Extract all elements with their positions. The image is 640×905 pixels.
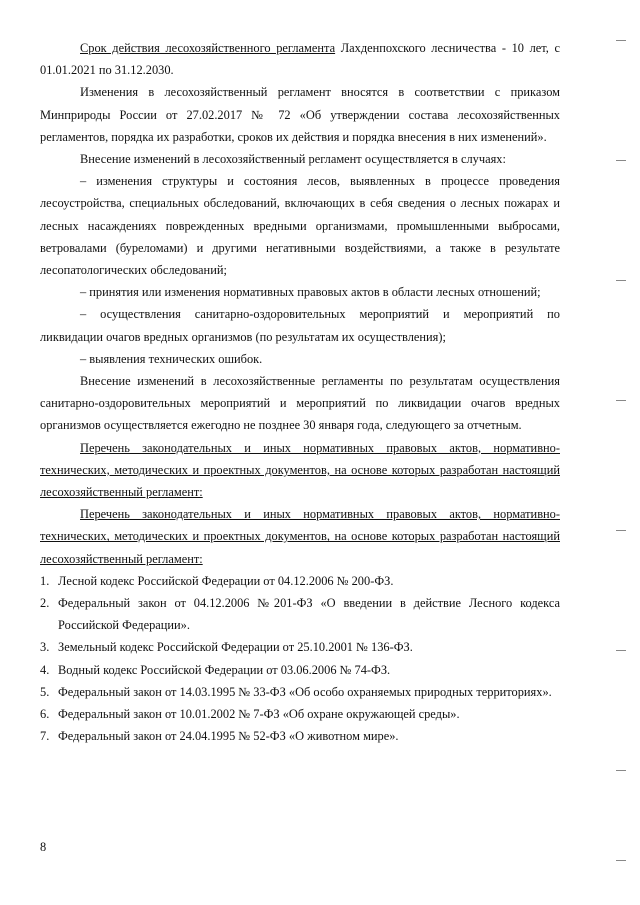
list-item <box>40 681 560 703</box>
list-item <box>40 636 560 658</box>
margin-mark <box>616 770 626 771</box>
validity-rest: Лахденпохского лесничества - 10 лет, с 01.01.2021 по 31.12.2030. <box>40 41 560 78</box>
legal-acts-list <box>40 570 560 748</box>
list-item-text: Федеральный закон от 10.01.2002 № 7-ФЗ «Об охране окружающей среды». <box>58 707 460 722</box>
list-item-number: 1. <box>40 573 50 588</box>
margin-mark <box>616 530 626 531</box>
list-item-number: 6. <box>40 707 50 722</box>
paragraph-list-heading-1: Перечень законодательных и иных нормативных правовых актов, нормативно-технических, методических и проектных документов, на основе которых разработан настоящий лесохозяйственный регламент: <box>40 440 560 500</box>
paragraph-changes-order: Изменения в лесохозяйственный регламент вносятся в соответствии с приказом Минприроды России от 27.02.2017 № 72 «Об утверждении состава лесохозяйственных регламентов, порядка их разработки, сроков их действия и порядка внесения в них изменений». <box>40 85 560 144</box>
list-item-text: Федеральный закон от 14.03.1995 № 33-ФЗ «Об особо охраняемых природных территориях». <box>58 684 552 699</box>
list-item-number: 4. <box>40 662 50 677</box>
margin-mark <box>616 650 626 651</box>
document-page <box>40 37 560 748</box>
margin-mark <box>616 40 626 41</box>
margin-mark <box>616 400 626 401</box>
validity-underlined: Срок действия лесохозяйственного регламента <box>80 41 336 55</box>
margin-mark <box>616 860 626 861</box>
list-item-number: 7. <box>40 729 50 744</box>
list-item <box>40 659 560 681</box>
list-item-number: 2. <box>40 596 50 611</box>
list-item <box>40 570 560 592</box>
margin-mark <box>616 280 626 281</box>
paragraph-case-errors: – выявления технических ошибок. <box>80 351 263 366</box>
list-item-text: Федеральный закон от 04.12.2006 №201-ФЗ «О введении в действие Лесного кодекса Российской Федерации». <box>58 596 560 633</box>
paragraph-case-acts: – принятия или изменения нормативных правовых актов в области лесных отношений; <box>80 285 541 300</box>
list-item-number: 3. <box>40 640 50 655</box>
list-item-text: Земельный кодекс Российской Федерации от 25.10.2001 № 136-ФЗ. <box>58 640 413 655</box>
paragraph-case-structure: – изменения структуры и состояния лесов, выявленных в процессе проведения лесоустройства, специальных обследований, включающих в себя сведения о лесных пожарах и лесных насаждениях поврежденных вредными организмами, промышленными выбросами, ветровалами (буреломами) и другими негативными воздействиями, а также в результате лесопатологических обследований; <box>40 174 560 278</box>
paragraph-changes-cases: Внесение изменений в лесохозяйственный регламент осуществляется в случаях: <box>80 152 506 167</box>
list-item <box>40 592 560 636</box>
list-item <box>40 725 560 747</box>
page-number: 8 <box>40 840 47 854</box>
paragraph-list-heading-2: Перечень законодательных и иных нормативных правовых актов, нормативно-технических, методических и проектных документов, на основе которых разработан настоящий лесохозяйственный регламент: <box>40 507 560 566</box>
list-item <box>40 703 560 725</box>
paragraph-annual-changes: Внесение изменений в лесохозяйственные регламенты по результатам осуществления санитарно-оздоровительных мероприятий и мероприятий по ликвидации очагов вредных организмов осуществляется ежегодно не позднее 30 января года, следующего за отчетным. <box>40 374 560 433</box>
list-item-text: Лесной кодекс Российской Федерации от 04.12.2006 № 200-ФЗ. <box>58 573 394 588</box>
paragraph-case-sanitary: – осуществления санитарно-оздоровительных мероприятий и мероприятий по ликвидации очагов вредных организмов (по результатам их осуществления); <box>40 307 560 344</box>
list-item-text: Водный кодекс Российской Федерации от 03.06.2006 № 74-ФЗ. <box>58 662 391 677</box>
paragraph-validity <box>40 37 560 81</box>
list-item-text: Федеральный закон от 24.04.1995 № 52-ФЗ «О животном мире». <box>58 729 399 744</box>
margin-mark <box>616 160 626 161</box>
list-item-number: 5. <box>40 684 50 699</box>
